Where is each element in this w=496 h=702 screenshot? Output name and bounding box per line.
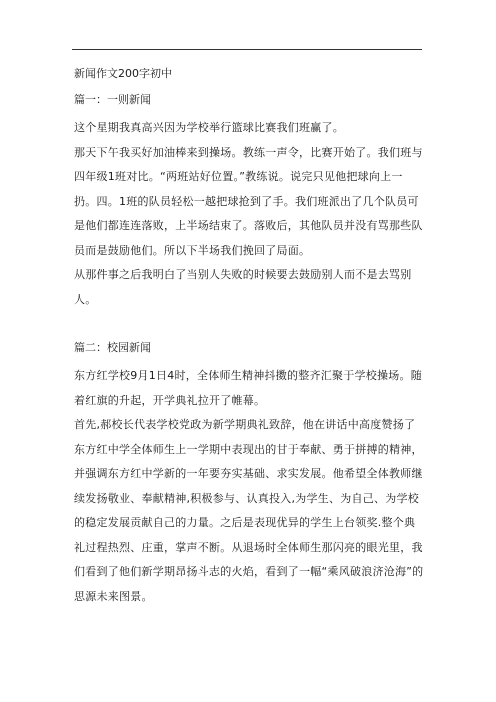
section-heading: 篇一：一则新闻 bbox=[74, 93, 151, 106]
header-rule bbox=[72, 49, 422, 50]
section-1 bbox=[74, 90, 424, 312]
section-2 bbox=[74, 338, 424, 609]
document-body bbox=[74, 64, 424, 609]
paragraph: 首先,郝校长代表学校党政为新学期典礼致辞，他在讲话中高度赞扬了东方红中学全体师生上一学期中表现出的甘于奉献、勇于拼搏的精神，并强调东方红中学新的一年要夯实基础、求实发展。他希望全体教师继续发扬敬业、奉献精神,积极参与、认真投入,为学生、为自己、为学校的稳定发展贡献自己的力量。之后是表现优异的学生上台领奖.整个典礼过程热烈、庄重，掌声不断。从退场时全体师生那闪亮的眼光里，我们看到了他们新学期昂扬斗志的火焰，看到了一幅“乘风破浪济沧海”的思源未来图景。 bbox=[74, 418, 424, 603]
paragraph: 从那件事之后我明白了当别人失败的时候要去鼓励别人而不是去骂别人。 bbox=[74, 268, 412, 306]
paragraph: 这个星期我真高兴因为学校举行篮球比赛我们班赢了。 bbox=[74, 121, 344, 134]
section-heading: 篇二：校园新闻 bbox=[74, 341, 151, 354]
paragraph: 东方红学校9月1日4时，全体师生精神抖擞的整齐汇聚于学校操场。随着红旗的升起，开学典礼拉开了帷幕。 bbox=[74, 369, 422, 407]
document-title: 新闻作文200字初中 bbox=[74, 67, 172, 80]
paragraph: 那天下午我买好加油棒来到操场。教练一声令，比赛开始了。我们班与四年级1班对比。“两班站好位置。”教练说。说完只见他把球向上一扔。四。1班的队员轻松一越把球抢到了手。我们班派出了几个队员可是他们都连连落败，上半场结束了。落败后，其他队员并没有骂那些队员而是鼓励他们。所以下半场我们挽回了局面。 bbox=[74, 145, 423, 257]
